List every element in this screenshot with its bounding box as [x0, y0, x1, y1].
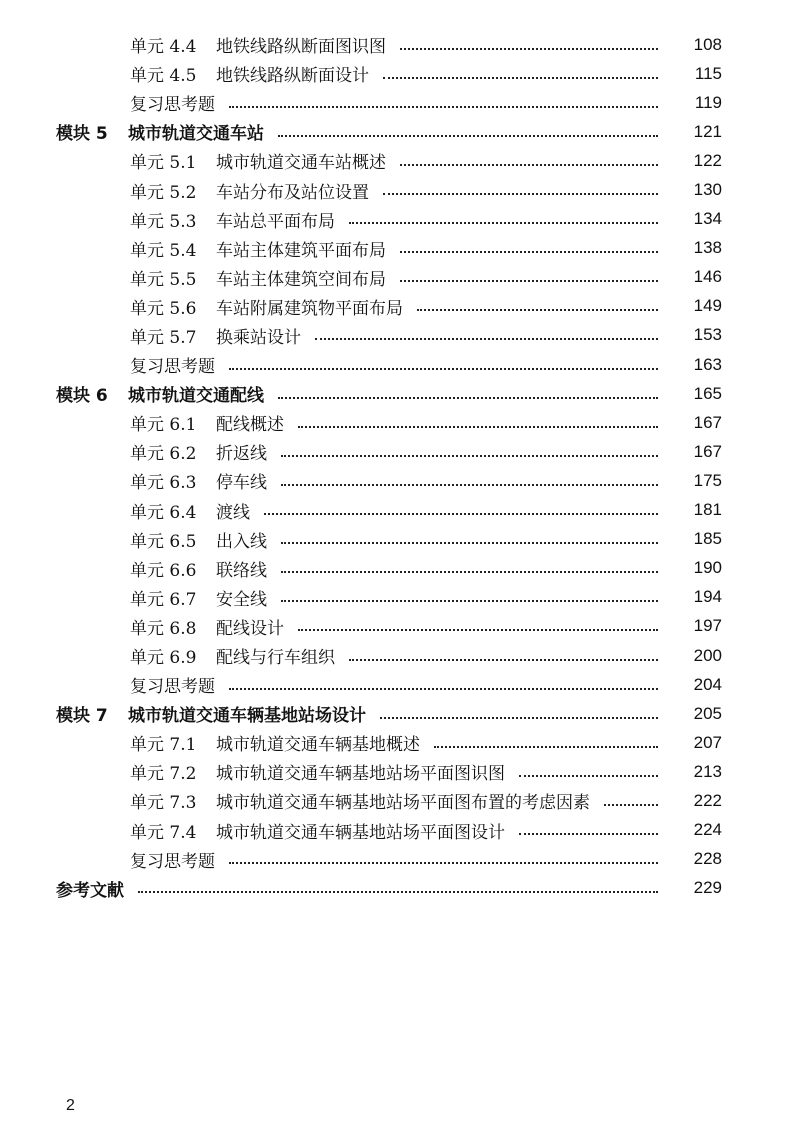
dot-leader [519, 775, 658, 777]
entry-title: 折返线 [216, 444, 267, 465]
entry-title: 车站分布及站位设置 [216, 182, 369, 203]
entry-title: 复习思考题 [130, 357, 215, 378]
entry-page-number: 190 [693, 558, 722, 578]
entry-title: 城市轨道交通车站 [128, 124, 264, 145]
entry-title: 城市轨道交通车辆基地站场平面图布置的考虑因素 [216, 793, 590, 814]
dot-leader [281, 571, 658, 573]
dot-leader [281, 600, 658, 602]
entry-page-number: 122 [693, 150, 722, 170]
toc-unit-entry[interactable] [0, 205, 790, 234]
entry-title: 城市轨道交通车辆基地站场平面图设计 [216, 822, 505, 843]
entry-page-number: 204 [693, 674, 722, 694]
entry-number: 模块 5 [56, 124, 108, 145]
dot-leader [400, 280, 658, 282]
entry-number: 单元 5.7 [130, 327, 197, 348]
entry-page-number: 119 [694, 92, 722, 112]
entry-page-number: 194 [693, 587, 722, 607]
dot-leader [519, 833, 658, 835]
entry-title: 渡线 [216, 502, 250, 523]
toc-unit-entry[interactable] [0, 583, 790, 612]
toc-unit-entry[interactable] [0, 437, 790, 466]
dot-leader [298, 629, 658, 631]
toc-review-entry[interactable] [0, 670, 790, 699]
table-of-contents [0, 30, 790, 903]
toc-unit-entry[interactable] [0, 757, 790, 786]
toc-unit-entry[interactable] [0, 408, 790, 437]
entry-number: 单元 5.5 [130, 269, 197, 290]
entry-title: 换乘站设计 [216, 327, 301, 348]
entry-title: 车站主体建筑空间布局 [216, 269, 386, 290]
dot-leader [264, 513, 658, 515]
entry-page-number: 167 [693, 441, 722, 461]
toc-review-entry[interactable] [0, 845, 790, 874]
entry-title: 配线设计 [216, 618, 284, 639]
entry-page-number: 167 [693, 412, 722, 432]
entry-number: 单元 6.3 [130, 473, 197, 494]
dot-leader [383, 77, 658, 79]
entry-number: 单元 6.8 [130, 618, 197, 639]
entry-title: 城市轨道交通车辆基地站场设计 [128, 706, 366, 727]
entry-title: 地铁线路纵断面设计 [216, 66, 369, 87]
entry-title: 城市轨道交通车辆基地站场平面图识图 [216, 764, 505, 785]
entry-title: 联络线 [216, 560, 267, 581]
toc-unit-entry[interactable] [0, 146, 790, 175]
dot-leader [383, 193, 658, 195]
page-number: 2 [66, 1097, 75, 1114]
toc-unit-entry[interactable] [0, 554, 790, 583]
toc-review-entry[interactable] [0, 350, 790, 379]
toc-unit-entry[interactable] [0, 234, 790, 263]
entry-title: 配线概述 [216, 415, 284, 436]
toc-review-entry[interactable] [0, 88, 790, 117]
dot-leader [278, 397, 658, 399]
entry-number: 单元 5.4 [130, 240, 197, 261]
entry-title: 城市轨道交通车辆基地概述 [216, 735, 420, 756]
entry-page-number: 181 [693, 500, 722, 520]
entry-page-number: 175 [693, 470, 722, 490]
dot-leader [278, 135, 658, 137]
toc-module-entry[interactable] [0, 699, 790, 728]
entry-number: 单元 6.2 [130, 444, 197, 465]
dot-leader [281, 455, 658, 457]
entry-page-number: 115 [694, 63, 722, 83]
toc-unit-entry[interactable] [0, 525, 790, 554]
entry-page-number: 200 [693, 645, 722, 665]
entry-number: 模块 6 [56, 386, 108, 407]
entry-number: 单元 5.1 [130, 153, 197, 174]
entry-number: 单元 6.9 [130, 648, 197, 669]
entry-number: 单元 4.4 [130, 37, 197, 58]
toc-unit-entry[interactable] [0, 175, 790, 204]
entry-title: 地铁线路纵断面图识图 [216, 37, 386, 58]
dot-leader [400, 164, 658, 166]
toc-unit-entry[interactable] [0, 816, 790, 845]
toc-unit-entry[interactable] [0, 263, 790, 292]
entry-page-number: 205 [693, 703, 722, 723]
dot-leader [281, 484, 658, 486]
entry-title: 配线与行车组织 [216, 648, 335, 669]
entry-title: 复习思考题 [130, 851, 215, 872]
dot-leader [349, 222, 658, 224]
entry-page-number: 165 [693, 383, 722, 403]
entry-page-number: 130 [693, 180, 722, 200]
entry-page-number: 134 [693, 209, 722, 229]
entry-title: 复习思考题 [130, 95, 215, 116]
entry-title: 停车线 [216, 473, 267, 494]
entry-title: 安全线 [216, 589, 267, 610]
toc-unit-entry[interactable] [0, 728, 790, 757]
dot-leader [417, 309, 658, 311]
dot-leader [315, 338, 658, 340]
entry-number: 单元 5.6 [130, 298, 197, 319]
entry-number: 单元 5.2 [130, 182, 197, 203]
entry-page-number: 224 [693, 820, 722, 840]
dot-leader [229, 106, 658, 108]
entry-title: 车站附属建筑物平面布局 [216, 298, 403, 319]
dot-leader [604, 804, 658, 806]
entry-number: 单元 7.2 [130, 764, 197, 785]
entry-number: 单元 6.1 [130, 415, 197, 436]
entry-number: 模块 7 [56, 706, 108, 727]
dot-leader [434, 746, 658, 748]
dot-leader [229, 862, 658, 864]
toc-unit-entry[interactable] [0, 59, 790, 88]
dot-leader [380, 717, 658, 719]
entry-page-number: 185 [693, 529, 722, 549]
entry-title: 城市轨道交通车站概述 [216, 153, 386, 174]
toc-module-entry[interactable] [0, 117, 790, 146]
toc-unit-entry[interactable] [0, 612, 790, 641]
toc-unit-entry[interactable] [0, 496, 790, 525]
entry-number: 单元 7.4 [130, 822, 197, 843]
entry-page-number: 153 [693, 325, 722, 345]
dot-leader [349, 659, 658, 661]
entry-title: 出入线 [216, 531, 267, 552]
toc-unit-entry[interactable] [0, 30, 790, 59]
toc-unit-entry[interactable] [0, 292, 790, 321]
toc-unit-entry[interactable] [0, 786, 790, 815]
entry-number: 单元 4.5 [130, 66, 197, 87]
toc-unit-entry[interactable] [0, 466, 790, 495]
toc-module-entry[interactable] [0, 379, 790, 408]
entry-page-number: 163 [693, 354, 722, 374]
entry-page-number: 149 [693, 296, 722, 316]
entry-page-number: 229 [693, 878, 722, 898]
toc-module-entry[interactable] [0, 874, 790, 903]
entry-number: 单元 7.3 [130, 793, 197, 814]
dot-leader [229, 688, 658, 690]
entry-page-number: 108 [693, 34, 722, 54]
dot-leader [229, 368, 658, 370]
entry-page-number: 207 [693, 732, 722, 752]
entry-number: 单元 7.1 [130, 735, 197, 756]
entry-page-number: 138 [693, 238, 722, 258]
dot-leader [298, 426, 658, 428]
entry-page-number: 146 [693, 267, 722, 287]
entry-number: 单元 5.3 [130, 211, 197, 232]
entry-page-number: 228 [693, 849, 722, 869]
entry-number: 单元 6.7 [130, 589, 197, 610]
dot-leader [400, 251, 658, 253]
entry-title: 参考文献 [56, 880, 124, 901]
toc-unit-entry[interactable] [0, 641, 790, 670]
entry-page-number: 197 [693, 616, 722, 636]
entry-number: 单元 6.4 [130, 502, 197, 523]
entry-number: 单元 6.6 [130, 560, 197, 581]
dot-leader [138, 891, 658, 893]
entry-title: 城市轨道交通配线 [128, 386, 264, 407]
entry-number: 单元 6.5 [130, 531, 197, 552]
entry-page-number: 121 [693, 121, 722, 141]
entry-title: 复习思考题 [130, 677, 215, 698]
entry-title: 车站主体建筑平面布局 [216, 240, 386, 261]
dot-leader [400, 48, 658, 50]
toc-unit-entry[interactable] [0, 321, 790, 350]
entry-title: 车站总平面布局 [216, 211, 335, 232]
entry-page-number: 213 [693, 761, 722, 781]
entry-page-number: 222 [693, 790, 722, 810]
dot-leader [281, 542, 658, 544]
